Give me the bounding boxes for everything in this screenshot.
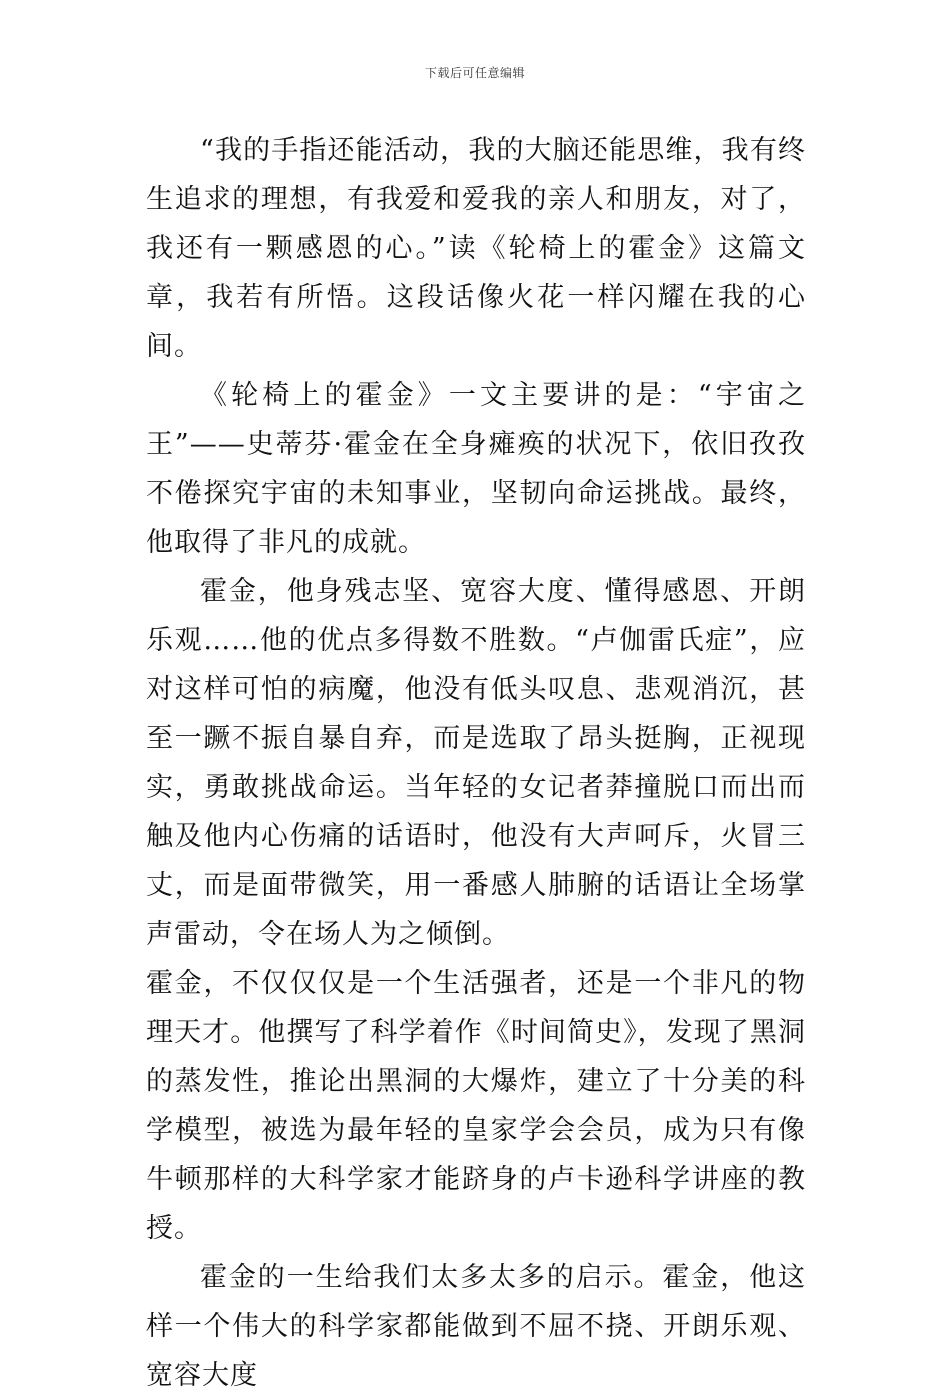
paragraph-3: 霍金，他身残志坚、宽容大度、懂得感恩、开朗乐观……他的优点多得数不胜数。“卢伽雷氏症”，应对这样可怕的病魔，他没有低头叹息、悲观消沉，甚至一蹶不振自暴自弃，而是选取了昂头挺胸，正视现实，勇敢挑战命运。当年轻的女记者莽撞脱口而出而触及他内心伤痛的话语时，他没有大声呵斥，火冒三丈，而是面带微笑，用一番感人肺腑的话语让全场掌声雷动，令在场人为之倾倒。 bbox=[146, 576, 806, 950]
paragraph-5: 霍金的一生给我们太多太多的启示。霍金，他这样一个伟大的科学家都能做到不屈不挠、开朗乐观、宽容大度 bbox=[146, 1262, 806, 1391]
document-body bbox=[146, 126, 806, 1400]
paragraph-4: 霍金，不仅仅仅是一个生活强者，还是一个非凡的物理天才。他撰写了科学着作《时间简史》，发现了黑洞的蒸发性，推论出黑洞的大爆炸，建立了十分美的科学模型，被选为最年轻的皇家学会会员，成为只有像牛顿那样的大科学家才能跻身的卢卡逊科学讲座的教授。 bbox=[146, 968, 806, 1244]
header-note: 下载后可任意编辑 bbox=[424, 66, 525, 80]
paragraph-1: “我的手指还能活动，我的大脑还能思维，我有终生追求的理想，有我爱和爱我的亲人和朋友，对了，我还有一颗感恩的心。”读《轮椅上的霍金》这篇文章，我若有所悟。这段话像火花一样闪耀在我的心间。 bbox=[146, 135, 806, 362]
paragraph-2: 《轮椅上的霍金》一文主要讲的是：“宇宙之王”——史蒂芬·霍金在全身瘫痪的状况下，依旧孜孜不倦探究宇宙的未知事业，坚韧向命运挑战。最终，他取得了非凡的成就。 bbox=[146, 380, 806, 558]
